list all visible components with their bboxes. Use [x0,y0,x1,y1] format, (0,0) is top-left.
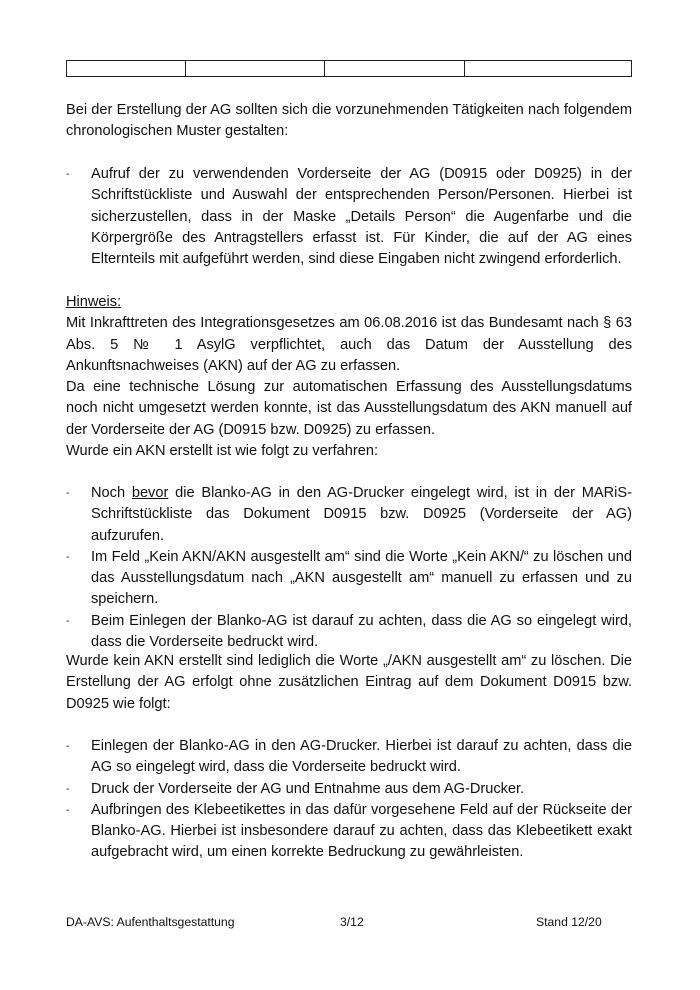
bullet-dash: - [66,783,70,795]
list-item [66,483,632,547]
table-cell [67,61,186,77]
table-cell [465,61,632,77]
step-list-2 [66,483,632,653]
underlined-word: bevor [131,485,169,501]
list-item [66,800,632,864]
intro-paragraph [66,100,632,143]
step-list-1 [66,164,632,270]
list-item [66,736,632,779]
step-list-3 [66,736,632,864]
bullet-dash: - [66,741,70,752]
hinweis-section [66,292,632,462]
hinweis-paragraph-3: Wurde ein AKN erstellt ist wie folgt zu verfahren: [66,443,379,460]
list-item-text: Im Feld „Kein AKN/AKN ausgestellt am“ sind die Worte „Kein AKN/“ zu löschen und das Ausstellungsdatum nach „AKN ausgestellt am“ manuell zu erfassen und zu speichern. [91,548,632,608]
list-item [66,164,632,270]
list-item-text: Noch [91,485,132,501]
list-item-text: Beim Einlegen der Blanko-AG ist darauf zu achten, dass die AG so eingelegt wird, dass die Vorderseite bedruckt wird. [91,612,632,651]
list-item [66,611,632,654]
footer-page-number: 3/12 [340,915,364,929]
list-item-text: Aufbringen des Klebeetikettes in das dafür vorgesehene Feld auf der Rückseite der Blanko-AG. Hierbei ist insbesondere darauf zu achten, dass das Klebeetikett exakt aufgebracht wird, um einen korrekte Bedruckung zu gewährleisten. [91,801,632,861]
table-row [67,61,632,77]
table-cell [325,61,465,77]
bullet-dash: - [66,551,70,563]
bullet-dash: - [66,804,70,816]
footer-document-title: DA-AVS: Aufenthaltsgestattung [66,915,235,929]
list-item-text: Aufruf der zu verwendenden Vorderseite der AG (D0915 oder D0925) in der Schriftstückliste und Auswahl der entsprechenden Person/Personen. Hierbei ist sicherzustellen, dass in der Maske „Details Person“ die Augenfarbe und die Körpergröße des Antragstellers erfasst ist. Für Kinder, die auf der AG eines Elternteils mit aufgeführt werden, sind diese Eingaben nicht zwingend erforderlich. [91,166,632,268]
list-item-text: die Blanko-AG in den AG-Drucker eingelegt wird, ist in der MARiS-Schriftstückliste das Dokument D0915 bzw. D0925 (Vorderseite der AG) aufzurufen. [91,485,632,544]
list-item-text: Druck der Vorderseite der AG und Entnahme aus dem AG-Drucker. [91,780,525,797]
hinweis-paragraph-1: Mit Inkrafttreten des Integrationsgesetzes am 06.08.2016 ist das Bundesamt nach § 63 Abs. 5 № 1 AsylG verpflichtet, auch das Datum der Ausstellung des Ankunftsnachweises (AKN) auf der AG zu erfassen. [66,315,632,374]
list-item [66,779,632,800]
table-cell [186,61,325,77]
bullet-dash: - [66,488,70,499]
hinweis-paragraph-2: Da eine technische Lösung zur automatischen Erfassung des Ausstellungsdatums noch nicht umgesetzt werden konnte, ist das Ausstellungsdatum des AKN manuell auf der Vorderseite der AG (D0915 bzw. D0925) zu erfassen. [66,379,632,438]
table-fragment [66,60,632,77]
no-akn-text: Wurde kein AKN erstellt sind lediglich die Worte „/AKN ausgestellt am“ zu löschen. Die Erstellung der AG erfolgt ohne zusätzlichen Eintrag auf dem Dokument D0915 bzw. D0925 wie folgt: [66,653,632,712]
bullet-dash: - [66,615,70,627]
intro-text: Bei der Erstellung der AG sollten sich die vorzunehmenden Tätigkeiten nach folgendem chronologischen Muster gestalten: [66,102,632,140]
footer-version: Stand 12/20 [536,915,602,929]
no-akn-paragraph [66,651,632,715]
list-item [66,547,632,611]
bullet-dash: - [66,169,70,180]
hinweis-heading: Hinweis: [66,294,122,310]
list-item-text: Einlegen der Blanko-AG in den AG-Drucker. Hierbei ist darauf zu achten, dass die AG so eingelegt wird, dass die Vorderseite bedruckt wird. [91,738,632,776]
